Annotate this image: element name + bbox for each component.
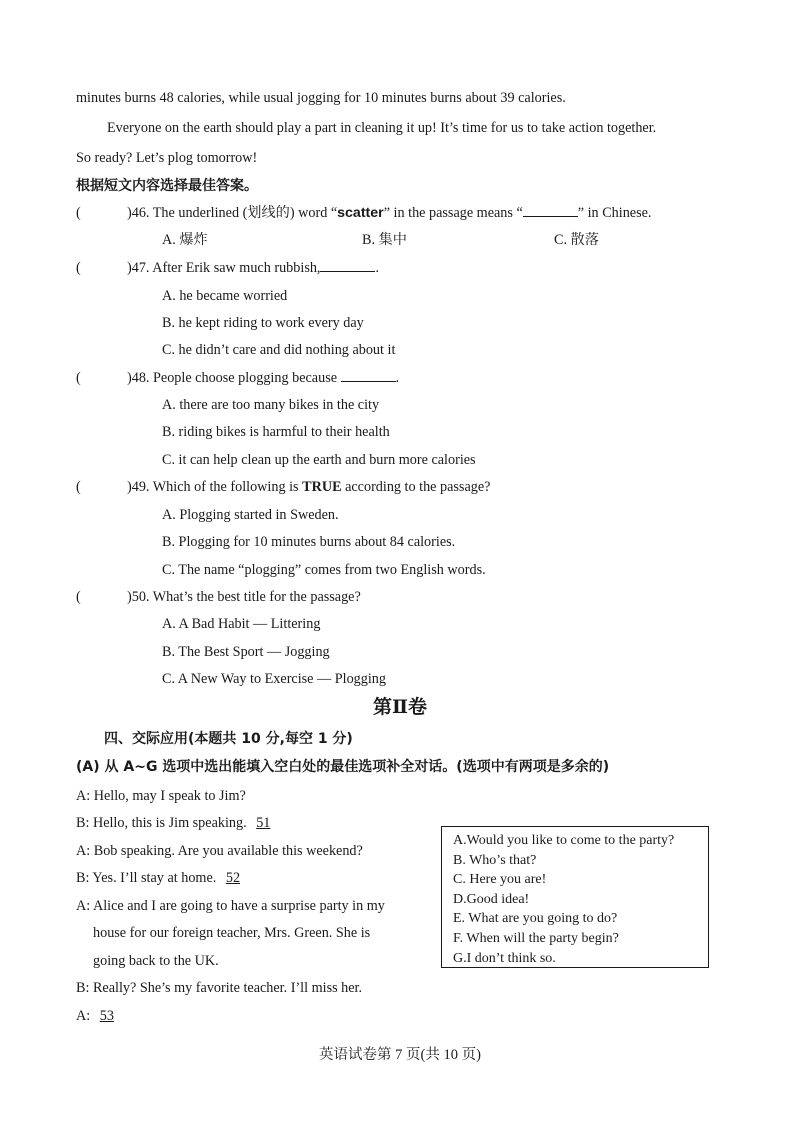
dialogue-line: A: Alice and I are going to have a surprise party in my: [76, 898, 385, 914]
answer-blank: [320, 258, 375, 272]
answer-paren: (: [76, 205, 81, 221]
answer-blank: [341, 368, 396, 382]
blank-53: 53: [99, 1008, 114, 1024]
options-box: [441, 826, 709, 968]
question-text: )46. The underlined (划线的) word “scatter” in the passage means “ ” in Chinese.: [127, 205, 652, 221]
dialogue-line: B: Yes. I’ll stay at home. 52: [76, 868, 246, 888]
question-text: )50. What’s the best title for the passage?: [127, 589, 361, 605]
blank-52: 52: [225, 870, 241, 886]
page-footer: 英语试卷第 7 页(共 10 页): [319, 1047, 481, 1063]
part-a-heading: (A) 从 A~G 选项中选出能填入空白处的最佳选项补全对话。(选项中有两项是多余的): [76, 759, 610, 775]
reading-instruction: 根据短文内容选择最佳答案。: [76, 178, 258, 194]
option-c: C. A New Way to Exercise — Plogging: [162, 671, 386, 687]
part-4-heading: 四、交际应用(本题共 10 分,每空 1 分): [104, 731, 353, 747]
option-item: C. Here you are!: [453, 872, 547, 888]
option-item: A.Would you like to come to the party?: [453, 833, 675, 848]
option-c: C. 散落: [554, 232, 599, 248]
option-a: A. there are too many bikes in the city: [162, 397, 380, 413]
section-title: 第Ⅱ卷: [372, 696, 427, 718]
passage-line-1: minutes burns 48 calories, while usual jogging for 10 minutes burns about 39 calories.: [76, 90, 566, 106]
dialogue-line: A: Bob speaking. Are you available this weekend?: [76, 843, 363, 859]
option-b: B. he kept riding to work every day: [162, 315, 364, 331]
option-item: E. What are you going to do?: [453, 911, 618, 927]
dialogue-line: A: Hello, may I speak to Jim?: [76, 788, 246, 804]
keyword: scatter: [337, 205, 384, 221]
answer-blank: [523, 203, 578, 217]
option-item: G.I don’t think so.: [453, 950, 556, 966]
keyword: TRUE: [302, 479, 342, 495]
dialogue-line: going back to the UK.: [93, 953, 219, 969]
passage-line-3: So ready? Let’s plog tomorrow!: [76, 150, 258, 166]
option-b: B. riding bikes is harmful to their health: [162, 424, 390, 440]
dialogue-line: A: 53: [76, 1006, 120, 1026]
question-text: )49. Which of the following is TRUE according to the passage?: [127, 479, 491, 495]
dialogue-line: B: Hello, this is Jim speaking. 51: [76, 813, 276, 833]
option-item: B. Who’s that?: [453, 852, 537, 868]
dialogue-line: B: Really? She’s my favorite teacher. I’ll miss her.: [76, 980, 363, 996]
option-b: B. The Best Sport — Jogging: [162, 644, 330, 660]
option-c: C. The name “plogging” comes from two English words.: [162, 562, 486, 578]
option-b: B. 集中: [362, 232, 407, 248]
option-a: A. he became worried: [162, 288, 288, 304]
question-text: )47. After Erik saw much rubbish, .: [127, 260, 380, 276]
option-item: D.Good idea!: [453, 891, 530, 907]
option-item: F. When will the party begin?: [453, 930, 619, 946]
option-b: B. Plogging for 10 minutes burns about 84 calories.: [162, 534, 456, 550]
passage-line-2: Everyone on the earth should play a part in cleaning it up! It’s time for us to take action together.: [107, 120, 657, 136]
question-text: )48. People choose plogging because .: [127, 370, 400, 386]
option-a: A. 爆炸: [162, 232, 208, 248]
option-a: A. Plogging started in Sweden.: [162, 507, 339, 523]
dialogue-line: house for our foreign teacher, Mrs. Green. She is: [93, 925, 371, 941]
option-c: C. it can help clean up the earth and burn more calories: [162, 452, 476, 468]
option-a: A. A Bad Habit — Littering: [162, 616, 321, 632]
option-c: C. he didn’t care and did nothing about it: [162, 342, 396, 358]
blank-51: 51: [256, 815, 271, 831]
